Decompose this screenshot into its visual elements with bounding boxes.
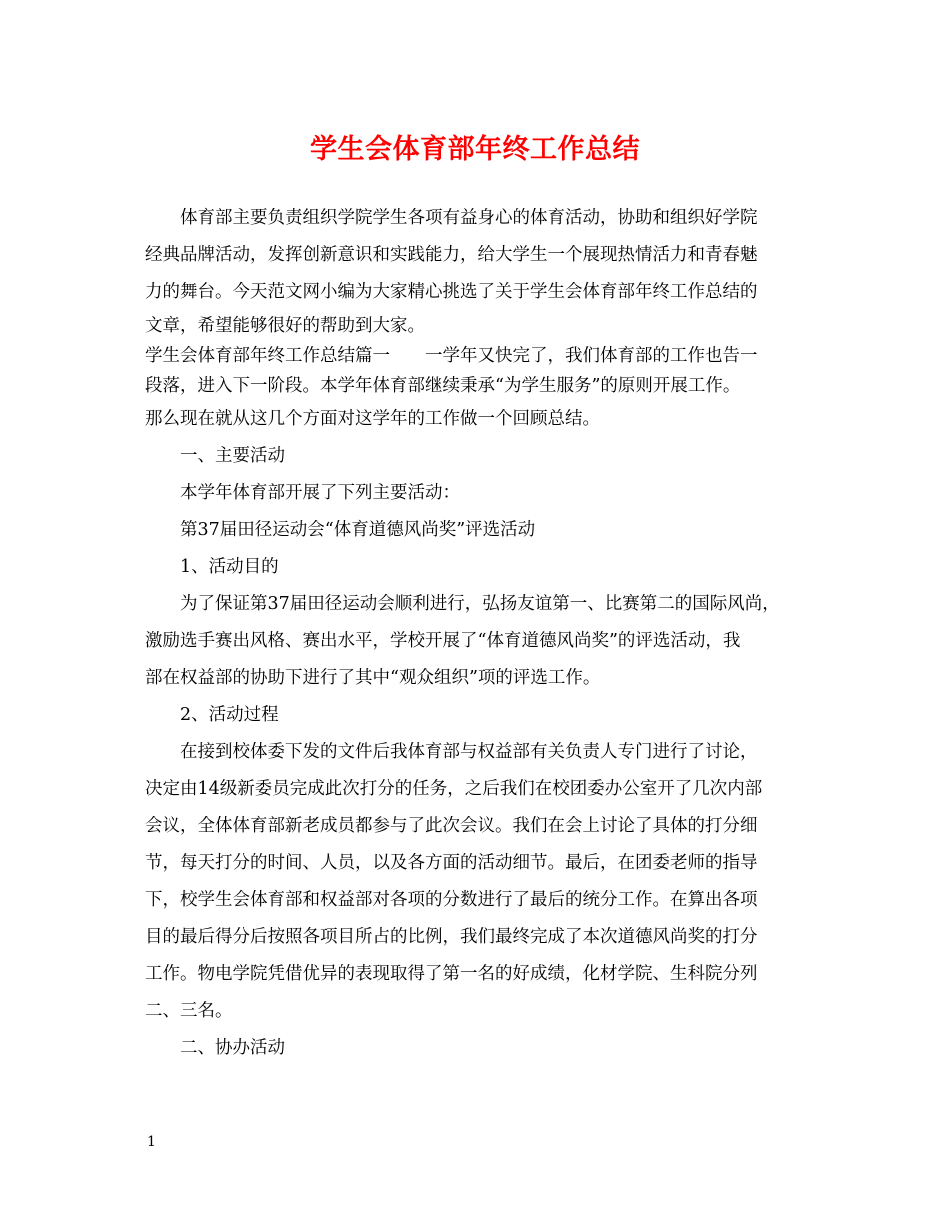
paragraph-line: 体育部主要负责组织学院学生各项有益身心的体育活动，协助和组织好学院	[180, 208, 758, 228]
paragraph-line: 决定由14级新委员完成此次打分的任务，之后我们在校团委办公室开了几次内部	[145, 779, 763, 799]
document-body	[145, 200, 825, 1067]
document-title: 学生会体育部年终工作总结	[310, 134, 640, 165]
paragraph-line: 下，校学生会体育部和权益部对各项的分数进行了最后的统分工作。在算出各项	[145, 890, 758, 910]
paragraph-line: 工作。物电学院凭借优异的表现取得了第一名的好成绩，化材学院、生科院分列	[145, 964, 758, 984]
paragraph-line: 在接到校体委下发的文件后我体育部与权益部有关负责人专门进行了讨论，	[180, 742, 758, 762]
paragraph-line: 部在权益部的协助下进行了其中“观众组织”项的评选工作。	[145, 668, 601, 688]
subsection-heading: 1、活动目的	[180, 557, 279, 577]
paragraph-line: 二、三名。	[145, 1001, 233, 1021]
activity-heading: 第37届田径运动会“体育道德风尚奖”评选活动	[180, 520, 536, 540]
paragraph-line: 本学年体育部开展了下列主要活动：	[180, 483, 460, 503]
paragraph-line: 那么现在就从这几个方面对这学年的工作做一个回顾总结。	[145, 409, 600, 429]
paragraph-line: 激励选手赛出风格、赛出水平，学校开展了“体育道德风尚奖”的评选活动，我	[145, 631, 741, 651]
paragraph-line: 会议，全体体育部新老成员都参与了此次会议。我们在会上讨论了具体的打分细	[145, 816, 758, 836]
paragraph-line: 段落，进入下一阶段。本学年体育部继续秉承“为学生服务”的原则开展工作。	[145, 376, 741, 396]
page-number: 1	[147, 1134, 156, 1150]
paragraph-line: 力的舞台。今天范文网小编为大家精心挑选了关于学生会体育部年终工作总结的	[145, 282, 758, 302]
paragraph-line: 为了保证第37届田径运动会顺利进行，弘扬友谊第一、比赛第二的国际风尚，	[180, 594, 780, 614]
section-heading: 二、协办活动	[180, 1038, 285, 1058]
section-heading: 一、主要活动	[180, 446, 285, 466]
paragraph-line: 文章，希望能够很好的帮助到大家。	[145, 316, 425, 336]
paragraph-line: 学生会体育部年终工作总结篇一 一学年又快完了，我们体育部的工作也告一	[145, 346, 758, 366]
paragraph-line: 节，每天打分的时间、人员，以及各方面的活动细节。最后，在团委老师的指导	[145, 853, 758, 873]
paragraph-line: 目的最后得分后按照各项目所占的比例，我们最终完成了本次道德风尚奖的打分	[145, 927, 758, 947]
paragraph-line: 经典品牌活动，发挥创新意识和实践能力，给大学生一个展现热情活力和青春魅	[145, 245, 758, 265]
subsection-heading: 2、活动过程	[180, 705, 279, 725]
